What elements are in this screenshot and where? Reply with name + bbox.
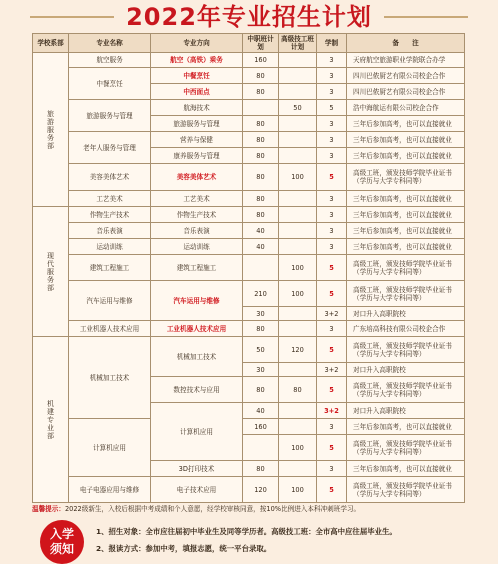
page-title: 2022年专业招生计划 xyxy=(126,3,372,31)
remarks-cell: 对口升入高职院校 xyxy=(347,363,465,377)
duration-cell: 5 xyxy=(317,477,347,503)
remarks-cell: 四川巴侬厨艺有限公司校企合作 xyxy=(347,84,465,100)
table-row xyxy=(33,100,465,116)
major-name: 汽车运用与维修 xyxy=(69,281,151,321)
duration-cell: 3 xyxy=(317,223,347,239)
vocational-plan-cell: 160 xyxy=(243,419,279,435)
direction-cell: 旅游服务与管理 xyxy=(151,116,243,132)
duration-cell: 3 xyxy=(317,68,347,84)
direction-cell: 建筑工程施工 xyxy=(151,255,243,281)
major-name: 旅游服务与管理 xyxy=(69,100,151,132)
vocational-plan-cell: 80 xyxy=(243,132,279,148)
header-duration: 学制 xyxy=(317,34,347,53)
major-name: 航空服务 xyxy=(69,53,151,68)
duration-cell: 3+2 xyxy=(317,363,347,377)
remarks-cell: 三年后参加高考，也可以直接就业 xyxy=(347,148,465,164)
direction-cell: 工业机器人技术应用 xyxy=(151,321,243,337)
remarks-cell: 对口升入高职院校 xyxy=(347,307,465,321)
major-name: 工业机器人技术应用 xyxy=(69,321,151,337)
remarks-cell: 三年后参加高考，也可以直接就业 xyxy=(347,207,465,223)
major-name: 音乐表演 xyxy=(69,223,151,239)
direction-cell: 汽车运用与维修 xyxy=(151,281,243,321)
direction-cell: 机械加工技术 xyxy=(151,337,243,377)
major-name: 美容美体艺术 xyxy=(69,164,151,191)
instruction-line: 2、报读方式：参加中考，填报志愿，统一平台录取。 xyxy=(96,544,272,553)
direction-cell: 中西面点 xyxy=(151,84,243,100)
duration-cell: 3 xyxy=(317,191,347,207)
senior-plan-cell: 100 xyxy=(279,435,317,461)
duration-cell: 3+2 xyxy=(317,307,347,321)
department-name: 现代服务部 xyxy=(46,251,55,292)
table-row xyxy=(33,164,465,191)
table-row xyxy=(33,191,465,207)
duration-cell: 3 xyxy=(317,461,347,477)
direction-cell: 航海技术 xyxy=(151,100,243,116)
vocational-plan-cell: 50 xyxy=(243,337,279,363)
header-remarks: 备 注 xyxy=(347,34,465,53)
warm-tip-label: 温馨提示： xyxy=(32,505,65,513)
senior-plan-cell xyxy=(279,191,317,207)
senior-plan-cell xyxy=(279,419,317,435)
duration-cell: 3 xyxy=(317,116,347,132)
direction-cell: 营养与保健 xyxy=(151,132,243,148)
remarks-cell: 高级工班，颁发技师学院毕业证书（学历与大学专科同等） xyxy=(347,255,465,281)
vocational-plan-cell: 80 xyxy=(243,68,279,84)
remarks-cell: 三年后参加高考，也可以直接就业 xyxy=(347,132,465,148)
direction-cell: 工艺美术 xyxy=(151,191,243,207)
duration-cell: 3 xyxy=(317,84,347,100)
duration-cell: 5 xyxy=(317,337,347,363)
remarks-cell: 天府航空旅游职业学院联合办学 xyxy=(347,53,465,68)
table-row xyxy=(33,281,465,307)
vocational-plan-cell: 40 xyxy=(243,239,279,255)
table-row xyxy=(33,132,465,148)
senior-plan-cell xyxy=(279,53,317,68)
direction-cell: 音乐表演 xyxy=(151,223,243,239)
vocational-plan-cell xyxy=(243,100,279,116)
duration-cell: 5 xyxy=(317,100,347,116)
direction-cell: 航空（高铁）乘务 xyxy=(151,53,243,68)
duration-cell: 3 xyxy=(317,419,347,435)
major-name: 计算机应用 xyxy=(69,419,151,477)
duration-cell: 5 xyxy=(317,435,347,461)
vocational-plan-cell: 80 xyxy=(243,116,279,132)
table-row xyxy=(33,68,465,84)
senior-plan-cell: 100 xyxy=(279,281,317,307)
duration-cell: 5 xyxy=(317,255,347,281)
table-body xyxy=(33,53,465,503)
senior-plan-cell xyxy=(279,132,317,148)
direction-cell: 作物生产技术 xyxy=(151,207,243,223)
remarks-cell: 高级工班，颁发技师学院毕业证书（学历与大学专科同等） xyxy=(347,164,465,191)
major-name: 工艺美术 xyxy=(69,191,151,207)
major-name: 机械加工技术 xyxy=(69,337,151,419)
instruction-line: 1、招生对象：全市应往届初中毕业生及同等学历者。高级技工班：全市高中应往届毕业生。 xyxy=(96,527,397,536)
header-department: 学校系部 xyxy=(33,34,69,53)
vocational-plan-cell: 210 xyxy=(243,281,279,307)
remarks-cell: 三年后参加高考，也可以直接就业 xyxy=(347,223,465,239)
duration-cell: 5 xyxy=(317,164,347,191)
duration-cell: 3 xyxy=(317,148,347,164)
major-name: 老年人服务与管理 xyxy=(69,132,151,164)
table-row xyxy=(33,477,465,503)
vocational-plan-cell: 30 xyxy=(243,363,279,377)
vocational-plan-cell: 40 xyxy=(243,403,279,419)
table-row xyxy=(33,337,465,363)
senior-plan-cell xyxy=(279,239,317,255)
major-name: 作物生产技术 xyxy=(69,207,151,223)
direction-cell: 数控技术与应用 xyxy=(151,377,243,403)
vocational-plan-cell: 80 xyxy=(243,321,279,337)
senior-plan-cell: 100 xyxy=(279,255,317,281)
vocational-plan-cell: 120 xyxy=(243,477,279,503)
senior-plan-cell: 100 xyxy=(279,164,317,191)
direction-cell: 康养服务与管理 xyxy=(151,148,243,164)
table-row xyxy=(33,239,465,255)
major-name: 电子电器应用与维修 xyxy=(69,477,151,503)
table-row xyxy=(33,207,465,223)
remarks-cell: 高级工班，颁发技师学院毕业证书（学历与大学专科同等） xyxy=(347,281,465,307)
remarks-cell: 三年后参加高考，也可以直接就业 xyxy=(347,116,465,132)
header-major: 专业名称 xyxy=(69,34,151,53)
remarks-cell: 广东培高科技有限公司校企合作 xyxy=(347,321,465,337)
remarks-cell: 高级工班，颁发技师学院毕业证书（学历与大学专科同等） xyxy=(347,435,465,461)
remarks-cell: 对口升入高职院校 xyxy=(347,403,465,419)
senior-plan-cell: 120 xyxy=(279,337,317,363)
senior-plan-cell xyxy=(279,363,317,377)
table-row xyxy=(33,223,465,239)
vocational-plan-cell: 80 xyxy=(243,461,279,477)
department-name: 旅游服务部 xyxy=(46,109,55,150)
header-senior-plan: 高级技工班计划 xyxy=(279,34,317,53)
table-row xyxy=(33,53,465,68)
major-name: 运动训练 xyxy=(69,239,151,255)
department-cell xyxy=(33,53,69,207)
duration-cell: 5 xyxy=(317,281,347,307)
admission-notice-badge xyxy=(40,520,84,564)
senior-plan-cell xyxy=(279,321,317,337)
remarks-cell: 三年后参加高考，也可以直接就业 xyxy=(347,461,465,477)
vocational-plan-cell: 80 xyxy=(243,84,279,100)
duration-cell: 3+2 xyxy=(317,403,347,419)
senior-plan-cell xyxy=(279,223,317,239)
senior-plan-cell xyxy=(279,84,317,100)
table-row xyxy=(33,321,465,337)
direction-cell: 3D打印技术 xyxy=(151,461,243,477)
vocational-plan-cell xyxy=(243,435,279,461)
vocational-plan-cell: 160 xyxy=(243,53,279,68)
senior-plan-cell xyxy=(279,207,317,223)
remarks-cell: 三年后参加高考，也可以直接就业 xyxy=(347,239,465,255)
senior-plan-cell xyxy=(279,68,317,84)
remarks-cell: 高级工班，颁发技师学院毕业证书（学历与大学专科同等） xyxy=(347,377,465,403)
vocational-plan-cell: 80 xyxy=(243,207,279,223)
direction-cell: 计算机应用 xyxy=(151,403,243,461)
vocational-plan-cell: 80 xyxy=(243,377,279,403)
vocational-plan-cell: 30 xyxy=(243,307,279,321)
warm-tip xyxy=(32,504,464,514)
senior-plan-cell xyxy=(279,403,317,419)
department-name: 机建专业部 xyxy=(46,399,55,440)
senior-plan-cell xyxy=(279,461,317,477)
duration-cell: 3 xyxy=(317,321,347,337)
vocational-plan-cell: 80 xyxy=(243,191,279,207)
direction-cell: 电子技术应用 xyxy=(151,477,243,503)
badge-text: 入学须知 xyxy=(49,527,74,556)
remarks-cell: 高级工班，颁发技师学院毕业证书（学历与大学专科同等） xyxy=(347,477,465,503)
vocational-plan-cell xyxy=(243,255,279,281)
table-row xyxy=(33,255,465,281)
major-name: 建筑工程施工 xyxy=(69,255,151,281)
direction-cell: 中餐烹饪 xyxy=(151,68,243,84)
direction-cell: 运动训练 xyxy=(151,239,243,255)
header-direction: 专业方向 xyxy=(151,34,243,53)
remarks-cell: 三年后参加高考，也可以直接就业 xyxy=(347,419,465,435)
direction-cell: 美容美体艺术 xyxy=(151,164,243,191)
table-row xyxy=(33,419,465,435)
remarks-cell: 三年后参加高考，也可以直接就业 xyxy=(347,191,465,207)
enrollment-plan-table xyxy=(32,33,465,503)
vocational-plan-cell: 80 xyxy=(243,148,279,164)
senior-plan-cell xyxy=(279,116,317,132)
remarks-cell: 浩中海航运有限公司校企合作 xyxy=(347,100,465,116)
senior-plan-cell xyxy=(279,148,317,164)
duration-cell: 3 xyxy=(317,239,347,255)
vocational-plan-cell: 40 xyxy=(243,223,279,239)
senior-plan-cell xyxy=(279,307,317,321)
duration-cell: 3 xyxy=(317,207,347,223)
vocational-plan-cell: 80 xyxy=(243,164,279,191)
warm-tip-text: 2022级新生，入校后根据中考成绩和个人意愿，经学校审核同意，按10%比例进入本科冲刺班学习。 xyxy=(64,505,361,513)
department-cell xyxy=(33,207,69,337)
senior-plan-cell: 50 xyxy=(279,100,317,116)
major-name: 中餐烹饪 xyxy=(69,68,151,100)
remarks-cell: 高级工班，颁发技师学院毕业证书（学历与大学专科同等） xyxy=(347,337,465,363)
duration-cell: 5 xyxy=(317,377,347,403)
senior-plan-cell: 100 xyxy=(279,477,317,503)
department-cell xyxy=(33,337,69,503)
table-header xyxy=(33,34,465,53)
senior-plan-cell: 80 xyxy=(279,377,317,403)
header-vocational-plan: 中职班计划 xyxy=(243,34,279,53)
duration-cell: 3 xyxy=(317,53,347,68)
remarks-cell: 四川巴侬厨艺有限公司校企合作 xyxy=(347,68,465,84)
duration-cell: 3 xyxy=(317,132,347,148)
